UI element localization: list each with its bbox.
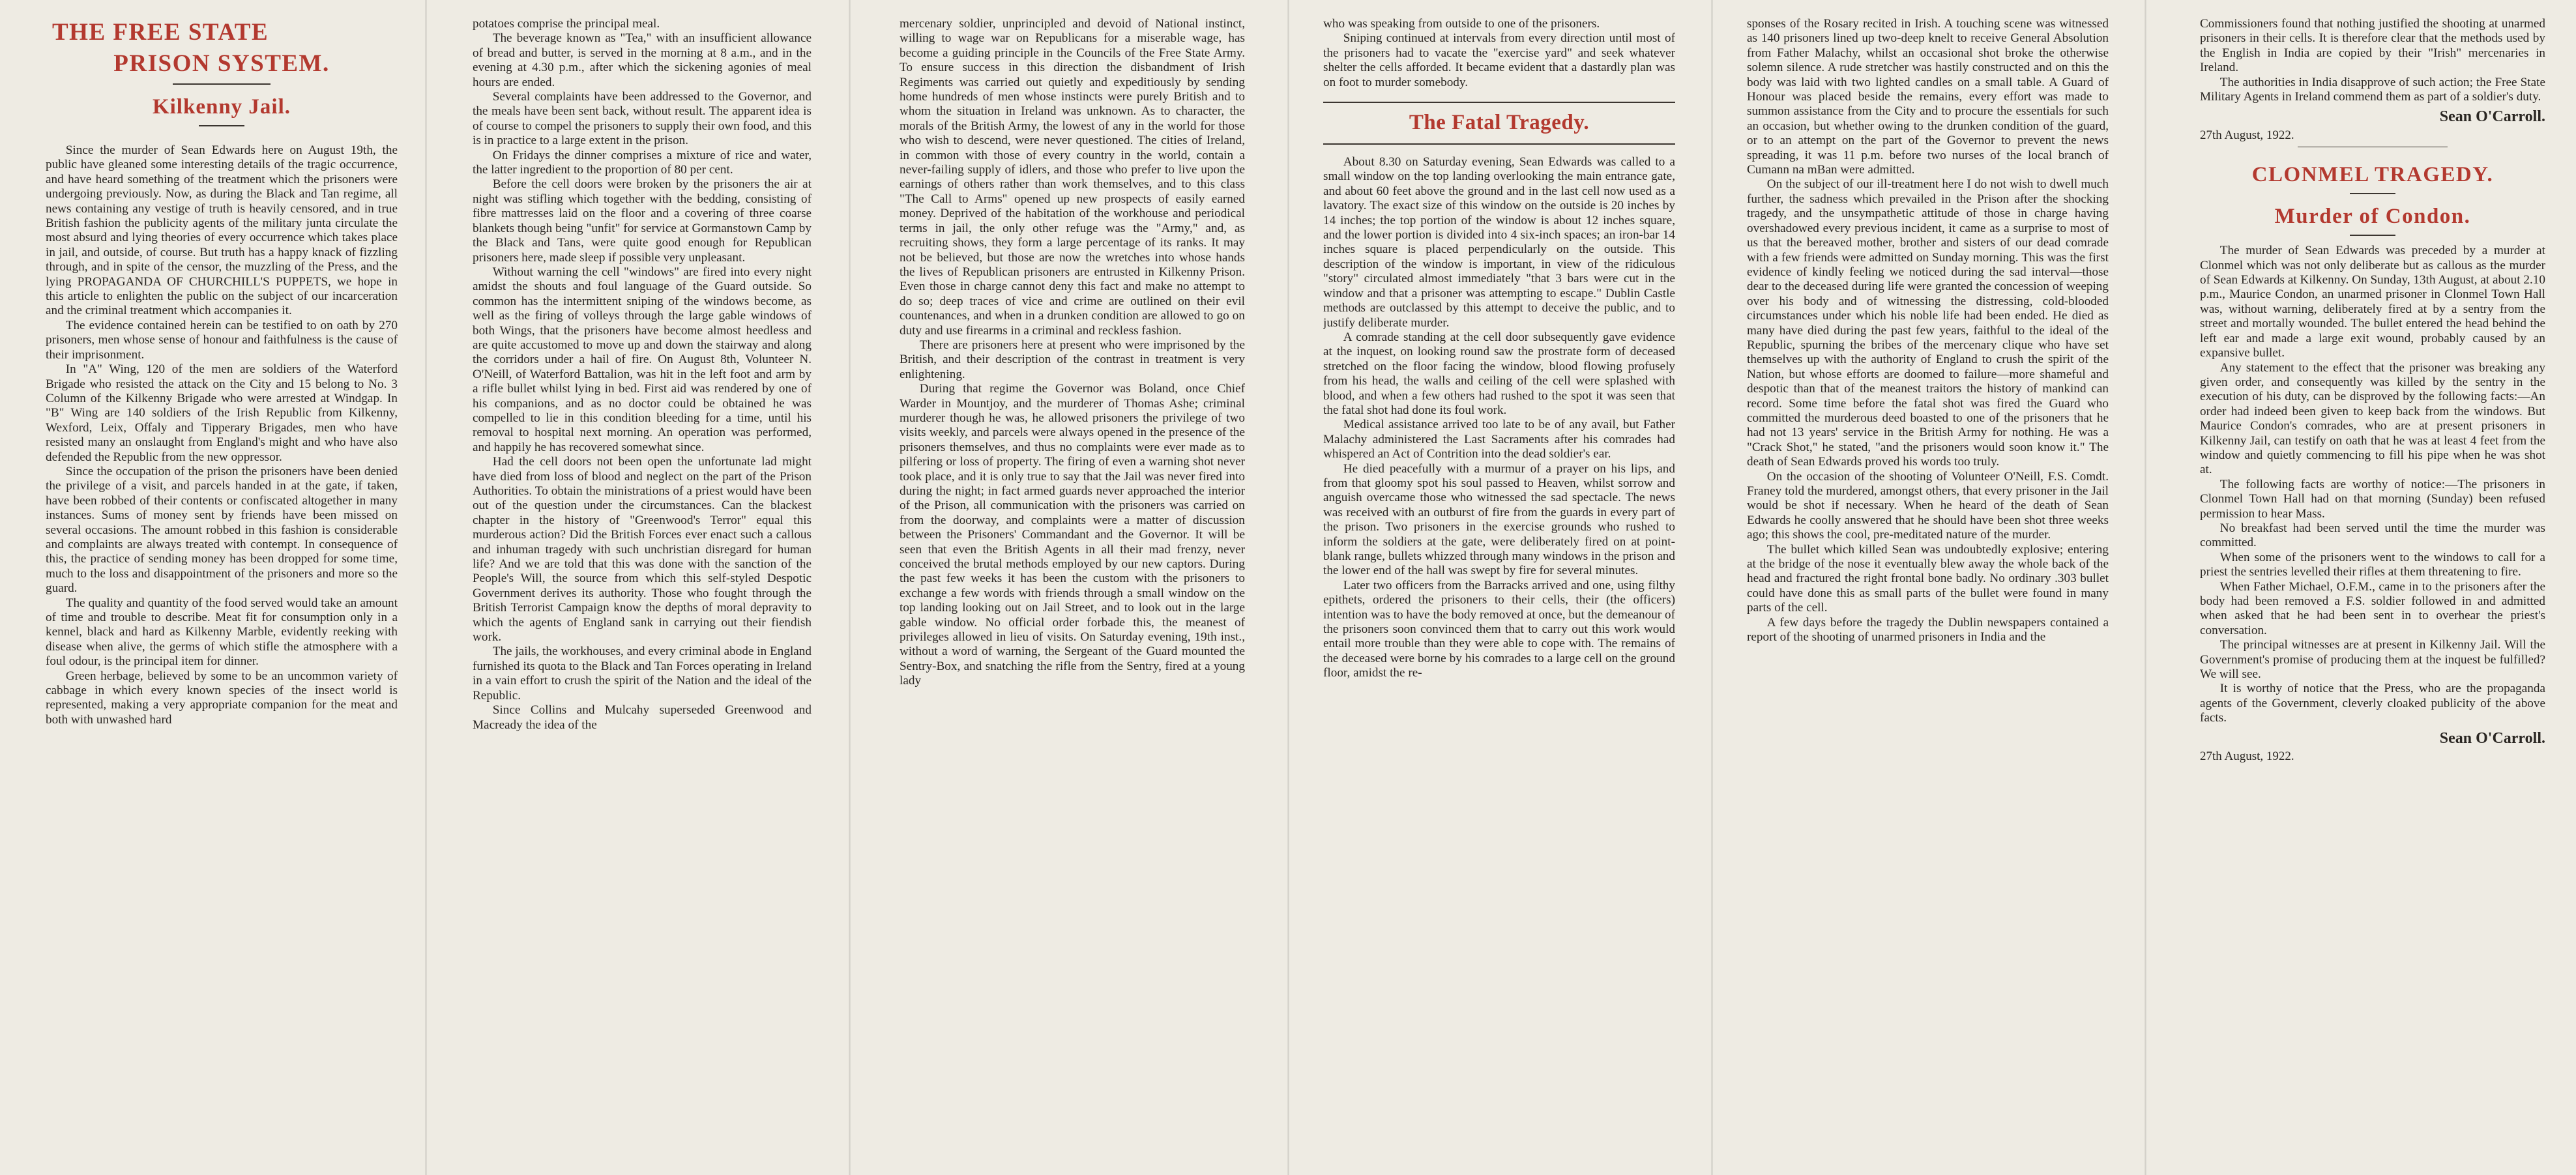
- paragraph: Since Collins and Mulcahy superseded Greenwood and Macready the idea of the: [473, 703, 812, 732]
- paragraph: The authorities in India disapprove of such action; the Free State Military Agents in Ireland commend them as part of a soldier's duty.: [2200, 75, 2545, 104]
- paragraph: A few days before the tragedy the Dublin newspapers contained a report of the shooting of unarmed prisoners in India and the: [1747, 615, 2109, 645]
- paragraph: The beverage known as "Tea," with an insufficient allowance of bread and butter, is served in the morning at 8 a.m., and in the evening at 4.30 p.m., after which the sickening agonies of meal hours are ended.: [473, 31, 812, 89]
- paragraph: Green herbage, believed by some to be an uncommon variety of cabbage in which every known species of the insect world is represented, making a very appropriate companion for the meat and both with unwashed hard: [46, 669, 398, 727]
- clonmel-title: CLONMEL TRAGEDY.: [2251, 163, 2494, 187]
- paragraph: No breakfast had been served until the time the murder was committed.: [2200, 521, 2545, 550]
- paragraph: On the occasion of the shooting of Volunteer O'Neill, F.S. Comdt. Franey told the murdered, amongst others, that every prisoner in the Jail would be shot if necessary. When he heard of the death of Sean Edwards he coolly answered that he should have been shot three weeks ago; this shows the cool, pre-meditated nature of the murder.: [1747, 469, 2109, 542]
- paragraph: A comrade standing at the cell door subsequently gave evidence at the inquest, on looking round saw the prostrate form of deceased stretched on the floor facing the window, blood flowing profusely from his head, the walls and ceiling of the cell were splashed with blood, and when a few others had rushed to the spot it was seen that the fatal shot had done its foul work.: [1323, 330, 1675, 417]
- paragraph: Had the cell doors not been open the unfortunate lad might have died from loss of blood and neglect on the part of the Prison Authorities. To obtain the ministrations of a priest would have been out of the question under the circumstances. Can the blackest chapter in the history of "Greenwood's Terror" equal this murderous action? Did the British Forces ever enact such a callous and inhuman tragedy with such unchristian disregard for human life? And we are told that this was done with the sanction of the People's Will, the source from which this self-styled Despotic Government derives its authority. Those who fought through the British Terrorist Campaign know the depths of moral depravity to which the agents of England sank in carrying out their fiendish work.: [473, 455, 812, 645]
- paragraph: The bullet which killed Sean was undoubtedly explosive; entering at the bridge of the nose it eventually blew away the whole back of the head and fractured the right frontal bone badly. No ordinary .303 bullet could have done this as small parts of the bullet were found in many parts of the cell.: [1747, 542, 2109, 615]
- divider: [173, 83, 271, 85]
- section-title: The Fatal Tragedy.: [1409, 111, 1590, 135]
- dateline: 27th August, 1922.: [2200, 749, 2294, 764]
- paragraph: Without warning the cell "windows" are fired into every night amidst the shouts and foul language of the Guard outside. So common has the intermittent sniping of the windows become, as well as the firing of volleys through the large gable windows of both Wings, that the prisoners have become almost heedless and are quite accustomed to move up and down the stairway and along the corridors under a hail of fire. On August 8th, Volunteer N. O'Neill, of Waterford Battalion, was hit in the left foot and arm by a rifle bullet whilst lying in bed. First aid was rendered by one of his companions, and as no doctor could be obtained he was compelled to lie in this condition bleeding for a time, until his removal to hospital next morning. An operation was performed, and happily he has recovered somewhat since.: [473, 265, 812, 454]
- column-1: [46, 17, 398, 1164]
- paragraph: About 8.30 on Saturday evening, Sean Edwards was called to a small window on the top landing overlooking the main entrance gate, and about 60 feet above the ground and in the last cell now used as a lavatory. The exact size of this window on the outside is 20 inches by 14 inches; the top portion of the window is about 12 inches square, and the lower portion is divided into 4 six-inch spaces; an iron-bar 14 inches square is placed perpendicularly on the outside. This description of the window is important, in view of the ridiculous "story" circulated almost immediately "that 3 bars were cut in the window and that a prisoner was attempting to escape." Dublin Castle methods are outclassed by this attempt to deceive the public, and to justify deliberate murder.: [1323, 155, 1675, 330]
- paragraph: When some of the prisoners went to the windows to call for a priest the sentries levelled their rifles at them threatening to fire.: [2200, 550, 2545, 579]
- condon-subtitle: Murder of Condon.: [2274, 205, 2471, 229]
- paragraph: Since the occupation of the prison the prisoners have been denied the privilege of a visit, and parcels handed in at the gate, if taken, have been robbed of their contents or confiscated altogether in many instances. Sums of money sent by friends have been missed on several occasions. The amount robbed in this fashion is considerable and complaints are always treated with contempt. In consequence of this, the practice of sending money has been dropped for some time, much to the loss and disappointment of the prisoners and more so the guard.: [46, 464, 398, 596]
- paragraph: mercenary soldier, unprincipled and devoid of National instinct, willing to wage war on Republicans for a miserable wage, has become a guiding principle in the Councils of the Free State Army. To ensure success in this direction the disbandment of Irish Regiments was carried out quietly and expeditiously by sending home hundreds of men whose instincts were purely British and to whom the situation in Ireland was unknown. As to character, the morals of the British Army, the lowest of any in the world for those who wish to descend, were never questioned. The cities of Ireland, in common with those of every country in the world, contain a never-failing supply of idlers, and those who prefer to live upon the earnings of others rather than work themselves, and to this class "The Call to Arms" opened up new prospects of easily earned money. Deprived of the habitation of the workhouse and periodical terms in jail, the only other refuge was the "Army," and, as recruiting shows, they form a large percentage of its ranks. It may not be believed, but those are now the wretches into whose hands the lives of Republican prisoners are entrusted in Kilkenny Prison. Even those in charge cannot deny this fact and make no attempt to do so; deep traces of vice and crime are outlined on their evil countenances, and when in a drunken condition are allowed to go on duty and use firearms in a criminal and reckless fashion.: [900, 17, 1245, 338]
- paragraph: During that regime the Governor was Boland, once Chief Warder in Mountjoy, and the murderer of Thomas Ashe; criminal murderer though he was, he allowed prisoners the privilege of two visits weekly, and parcels were always opened in the presence of the prisoners themselves, and thus no complaints were ever made as to pilfering or loss of property. The firing of even a warning shot never took place, and it is only true to say that the Jail was never fired into during the night; in fact armed guards never approached the interior of the Prison, all communication with the prisoners was carried on from the doorway, and complaints were a matter of discussion between the Prisoners' Commandant and the Governor. It will be seen that even the British Agents in all their mad frenzy, never conceived the brutal methods employed by our new captors. During the past few weeks it has been the custom with the prisoners to exchange a few words with friends through a small window on the top landing looking out on Jail Street, and to look out in the large gable window. No official order forbade this, the meanest of privileges allowed in lieu of visits. On Saturday evening, 19th inst., without a word of warning, the Sergeant of the Guard mounted the Sentry-Box, and snatching the rifle from the Sentry, fired at a young lady: [900, 382, 1245, 688]
- fold-line: [1287, 0, 1289, 1175]
- column-2: [473, 17, 812, 1164]
- column-3: [900, 17, 1245, 1164]
- paragraph: The evidence contained herein can be testified to on oath by 270 prisoners, men whose sense of honour and faithfulness is the cause of their imprisonment.: [46, 318, 398, 362]
- fold-line: [425, 0, 427, 1175]
- paragraph: Several complaints have been addressed to the Governor, and the meals have been sent back, without result. The apparent idea is of course to compel the prisoners to supply their own food, and this is in practice to a large extent in the prison.: [473, 90, 812, 148]
- divider: [2350, 235, 2395, 236]
- paragraph: The principal witnesses are at present in Kilkenny Jail. Will the Government's promise of producing them at the inquest be fulfilled? We will see.: [2200, 638, 2545, 682]
- divider: [2350, 193, 2395, 194]
- divider: [199, 125, 244, 126]
- paragraph: potatoes comprise the principal meal.: [473, 17, 660, 31]
- paragraph: Any statement to the effect that the prisoner was breaking any given order, and consequently was killed by the sentry in the execution of his duty, can be disproved by the following facts:—An order had indeed been given to keep back from the windows. But Maurice Condon's comrades, who are at present prisoners in Kilkenny Jail, can testify on oath that he was at least 4 feet from the window and quietly commencing to fill his pipe when he was shot at.: [2200, 360, 2545, 477]
- paragraph: On the subject of our ill-treatment here I do not wish to dwell much further, the sadness which prevailed in the Prison after the shocking tragedy, and the unsympathetic attitude of those in charge having overshadowed every previous incident, it came as a surprise to most of us that the bereaved mother, brother and sisters of our dead comrade with a few friends were admitted on Sunday morning. This was the first evidence of kindly feeling we noticed during the sad interval—those dear to the deceased during life were granted the concession of weeping over his body and of witnessing the distressing, cold-blooded circumstances under which his noble life had been ended. He died as many have died during the past few years, faithful to the ideal of the Republic, spurning the bribes of the mercenary clique who have set themselves up with the authority of England to crush the spirit of the Nation, but whose efforts are doomed to failure—more shameful and despotic than that of the meanest traitors the history of mankind can record. Some time before the fatal shot was fired the Guard who committed the murderous deed boasted to one of the prisoners that he had not 13 years' service in the British Army for nothing. He was a "Crack Shot," he stated, "and the prisoners would soon know it." The death of Sean Edwards proved his words too truly.: [1747, 177, 2109, 469]
- paragraph: The jails, the workhouses, and every criminal abode in England furnished its quota to the Black and Tan Forces operating in Ireland in a vain effort to crush the spirit of the Nation and the ideal of the Republic.: [473, 645, 812, 703]
- headline-line-1: THE FREE STATE: [52, 19, 269, 46]
- paragraph: In "A" Wing, 120 of the men are soldiers of the Waterford Brigade who resisted the attack on the City and 15 belong to No. 3 Column of the Kilkenny Brigade who were arrested at Windgap. In "B" Wing are 140 soldiers of the Irish Republic from Kilkenny, Wexford, Leix, Offaly and Tipperary Brigades, men who have resisted many an onslaught from England's might and who have also defended the Republic from the new oppressor.: [46, 362, 398, 464]
- column-4: [1323, 17, 1675, 1164]
- column-5: [1747, 17, 2109, 1164]
- section-heading-box: [1323, 102, 1675, 145]
- paragraph: The murder of Sean Edwards was preceded by a murder at Clonmel which was not only deliberate but as callous as the murder of Sean Edwards at Kilkenny. On Sunday, 13th August, at about 2.10 p.m., Maurice Condon, an unarmed prisoner in Clonmel Town Hall was, without warning, deliberately fired at by a sentry from the street and mortally wounded. The bullet entered the head behind the left ear and made a large exit wound, probably caused by an expansive bullet.: [2200, 244, 2545, 360]
- fold-line: [1711, 0, 1713, 1175]
- headline-line-2: PRISON SYSTEM.: [113, 50, 330, 77]
- paragraph: Later two officers from the Barracks arrived and one, using filthy epithets, ordered the prisoners to their cells, their (the officers) intention was to have the body removed at once, but the demeanour of the prisoners soon convinced them that to carry out this work would entail more trouble than they were able to cope with. The remains of the deceased were borne by his comrades to a large cell on the ground floor, amidst the re-: [1323, 578, 1675, 680]
- paragraph: who was speaking from outside to one of the prisoners.: [1323, 17, 1600, 31]
- fold-line: [2144, 0, 2146, 1175]
- paragraph: When Father Michael, O.F.M., came in to the prisoners after the body had been removed a F.S. soldier followed in and admitted when asked that he had been sent in to overhear the priest's conversation.: [2200, 579, 2545, 637]
- paragraph: Before the cell doors were broken by the prisoners the air at night was stifling which together with the bedding, consisting of fibre mattresses laid on the floor and a covering of three coarse blankets though being "unfit" for service at Gormanstown Camp by the Black and Tans, were quite good enough for Republican prisoners here, made sleep if possible very unpleasant.: [473, 177, 812, 265]
- dateline: 27th August, 1922.: [2200, 128, 2294, 142]
- paragraph: On Fridays the dinner comprises a mixture of rice and water, the latter ingredient to the proportion of 80 per cent.: [473, 148, 812, 177]
- paragraph: It is worthy of notice that the Press, who are the propaganda agents of the Government, cleverly cloaked publicity of the above facts.: [2200, 682, 2545, 725]
- paragraph: There are prisoners here at present who were imprisoned by the British, and their description of the contrast in treatment is very enlightening.: [900, 338, 1245, 381]
- fold-line: [849, 0, 851, 1175]
- paragraph: Commissioners found that nothing justified the shooting at unarmed prisoners in their cells. It is therefore clear that the methods used by the English in India are copied by their "Irish" mercenaries in Ireland.: [2200, 17, 2545, 75]
- signature: Sean O'Carroll.: [2439, 108, 2545, 126]
- column-6: [2200, 17, 2545, 1164]
- signature: Sean O'Carroll.: [2439, 729, 2545, 747]
- subheadline: Kilkenny Jail.: [152, 95, 291, 119]
- paragraph: He died peacefully with a murmur of a prayer on his lips, and from that gloomy spot his soul passed to Heaven, whilst sorrow and anguish overcame those who witnessed the sad spectacle. The news was received with an outburst of fire from the guards in every part of the prison. Two prisoners in the exercise grounds who rushed to inform the soldiers at the gate, were deliberately fired on at point-blank range, bullets whizzed through many windows in the prison and the lower end of the hall was swept by fire for several minutes.: [1323, 461, 1675, 578]
- paragraph: Medical assistance arrived too late to be of any avail, but Father Malachy administered the Last Sacraments after his comrades had whispered an Act of Contrition into the dead soldier's ear.: [1323, 418, 1675, 461]
- paragraph: Since the murder of Sean Edwards here on August 19th, the public have gleaned some interesting details of the tragic occurrence, and have heard something of the treatment which the prisoners were undergoing previously. Now, as during the Black and Tan regime, all news containing any vestige of truth is heavily censored, and in true British fashion the publicity agents of the military junta circulate the most absurd and lying theories of every occurrence which takes place in jail, and outside, of course. But truth has a happy knack of fizzling through, and in spite of the censor, the muzzling of the Press, and the lying PROPAGANDA OF CHURCHILL'S PUPPETS, we hope in this article to enlighten the public on the subject of our incarceration and the criminal treatment which accompanies it.: [46, 143, 398, 318]
- paragraph: The following facts are worthy of notice:—The prisoners in Clonmel Town Hall had on that morning (Sunday) been refused permission to hear Mass.: [2200, 477, 2545, 521]
- paragraph: Sniping continued at intervals from every direction until most of the prisoners had to vacate the "exercise yard" and seek whatever shelter the cells afforded. It became evident that a dastardly plan was on foot to murder somebody.: [1323, 31, 1675, 89]
- paragraph: sponses of the Rosary recited in Irish. A touching scene was witnessed as 140 prisoners lined up two-deep knelt to receive General Absolution from Father Malachy, whilst an occasional shot broke the otherwise solemn silence. A rude stretcher was hastily constructed and on this the body was laid with two lighted candles on a small table. A Guard of Honour was placed beside the remains, every effort was made to summon assistance from the City and to procure the essentials for such an occasion, but whether owing to the drunken condition of the guard, or to an attempt on the part of the Governor to prevent the news spreading, it was 11 p.m. before two nurses of the local branch of Cumann na mBan were admitted.: [1747, 17, 2109, 177]
- paragraph: The quality and quantity of the food served would take an amount of time and trouble to describe. Meat fit for consumption only in a kennel, black and hard as Kilkenny Marble, evidently reeking with disease when alive, the germs of which stifle the atmosphere with a foul odour, is the principal item for dinner.: [46, 596, 398, 669]
